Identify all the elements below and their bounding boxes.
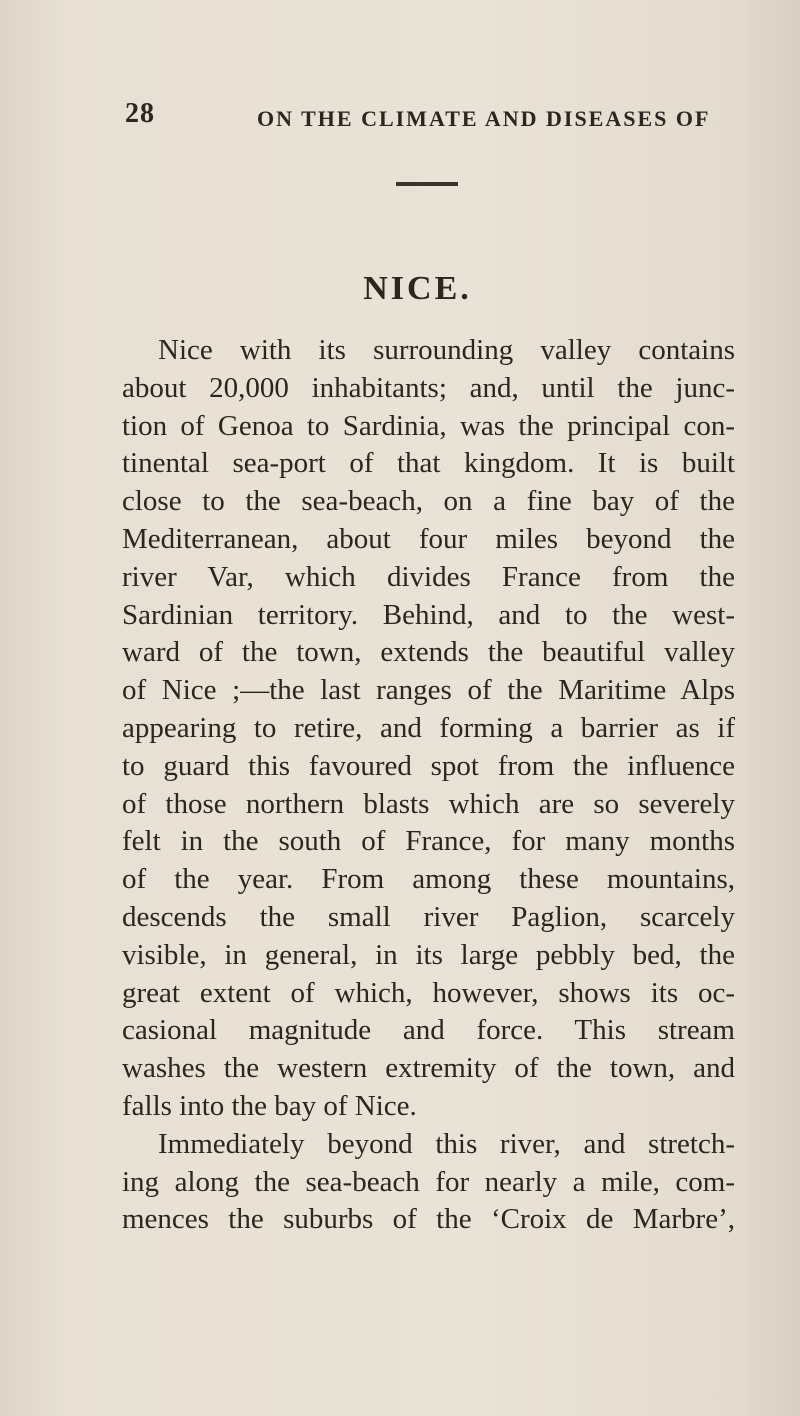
text-line: close to the sea-beach, on a fine bay of the	[122, 485, 735, 518]
text-line: about 20,000 inhabitants; and, until the junc-	[122, 371, 735, 404]
section-title: NICE.	[363, 270, 472, 307]
running-head-title: ON THE CLIMATE AND DISEASES OF	[257, 106, 711, 131]
text-line: of those northern blasts which are so severely	[122, 787, 735, 820]
text-line: Sardinian territory. Behind, and to the west-	[122, 598, 735, 631]
text-line: to guard this favoured spot from the influence	[122, 749, 735, 782]
text-line: casional magnitude and force. This stream	[122, 1014, 735, 1047]
text-line: of the year. From among these mountains,	[122, 863, 735, 896]
text-line: appearing to retire, and forming a barrier as if	[122, 711, 735, 744]
text-line: washes the western extremity of the town, and	[122, 1052, 735, 1085]
running-head	[125, 98, 760, 138]
section-rule	[396, 182, 458, 186]
text-line: ward of the town, extends the beautiful valley	[122, 636, 735, 669]
text-line: mences the suburbs of the ‘Croix de Marbre’,	[122, 1203, 735, 1236]
text-line: river Var, which divides France from the	[122, 560, 735, 593]
text-line: visible, in general, in its large pebbly bed, the	[122, 938, 735, 971]
text-line: tion of Genoa to Sardinia, was the principal con-	[122, 409, 735, 442]
text-line: descends the small river Paglion, scarcely	[122, 900, 735, 933]
text-line: ing along the sea-beach for nearly a mile, com-	[122, 1165, 735, 1198]
page-number: 28	[125, 98, 155, 129]
text-line: great extent of which, however, shows its oc-	[122, 976, 735, 1009]
text-line: tinental sea-port of that kingdom. It is built	[122, 447, 735, 480]
text-line: falls into the bay of Nice.	[122, 1089, 417, 1122]
text-line: felt in the south of France, for many months	[122, 825, 735, 858]
text-line: Nice with its surrounding valley contains	[158, 334, 735, 366]
text-line: Immediately beyond this river, and stretch-	[158, 1127, 735, 1160]
text-line: Mediterranean, about four miles beyond the	[122, 522, 735, 555]
text-line: of Nice ;—the last ranges of the Maritime Alps	[122, 674, 735, 707]
body-text	[122, 332, 735, 1239]
